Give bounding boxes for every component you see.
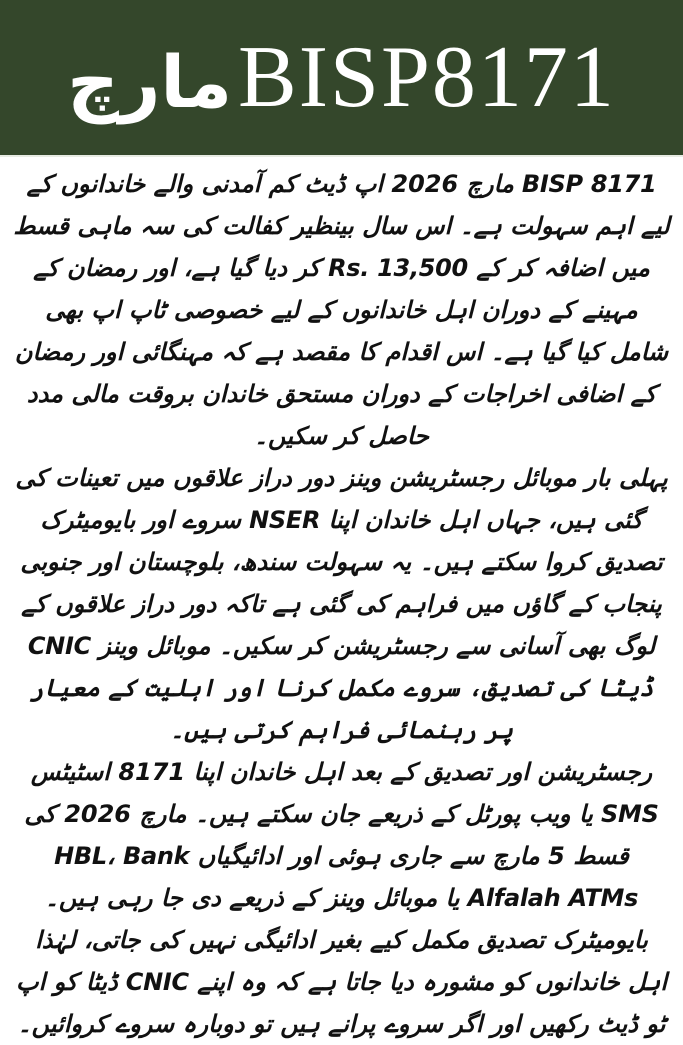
header-title-latin: BISP8171 <box>238 28 616 126</box>
article-paragraph-2: پہلی بار موبائل رجسٹریشن وینز دور دراز علاقوں میں تعینات کی گئی ہیں، جہاں اہل خاندان اپنا NSER سروے اور بایومیٹرک تصدیق کروا سکتے ہیں۔ یہ سہولت سندھ، بلوچستان اور جنوبی پنجاب کے گاؤں میں فراہم کی گئی ہے تاکہ دور دراز علاقوں کے لوگ بھی آسانی سے رجسٹریشن کر سکیں۔ موبائل وینز CNIC ڈیٹا کی تصدیق، سروے مکمل کرنا اور اہلیت کے معیار پر رہنمائی فراہم کرتی ہیں۔ <box>15 464 668 744</box>
header-banner <box>0 0 683 157</box>
article-body <box>0 157 683 1045</box>
article-paragraph-1: BISP 8171 مارچ 2026 اپ ڈیٹ کم آمدنی والے خاندانوں کے لیے اہم سہولت ہے۔ اس سال بینظیر کفالت کی سہ ماہی قسط میں اضافہ کر کے Rs. 13,500 کر دیا گیا ہے، اور رمضان کے مہینے کے دوران اہل خاندانوں کے لیے خصوصی ٹاپ اپ بھی شامل کیا گیا ہے۔ اس اقدام کا مقصد ہے کہ مہنگائی اور رمضان کے اضافی اخراجات کے دوران مستحق خاندان بروقت مالی مدد حاصل کر سکیں۔ <box>13 170 670 450</box>
article-paragraph-3: رجسٹریشن اور تصدیق کے بعد اہل خاندان اپنا 8171 اسٹیٹس SMS یا ویب پورٹل کے ذریعے جان سکتے ہیں۔ مارچ 2026 کی قسط 5 مارچ سے جاری ہوئی اور ادائیگیاں HBL، Bank Alfalah ATMs یا موبائل وینز کے ذریعے دی جا رہی ہیں۔ بایومیٹرک تصدیق مکمل کیے بغیر ادائیگی نہیں کی جاتی، لہٰذا اہل خاندانوں کو مشورہ دیا جاتا ہے کہ وہ اپنے CNIC ڈیٹا کو اپ ٹو ڈیٹ رکھیں اور اگر سروے پرانے ہیں تو دوبارہ سروے کروائیں۔ <box>16 758 667 1038</box>
header-title-urdu: مارچ <box>67 39 233 124</box>
